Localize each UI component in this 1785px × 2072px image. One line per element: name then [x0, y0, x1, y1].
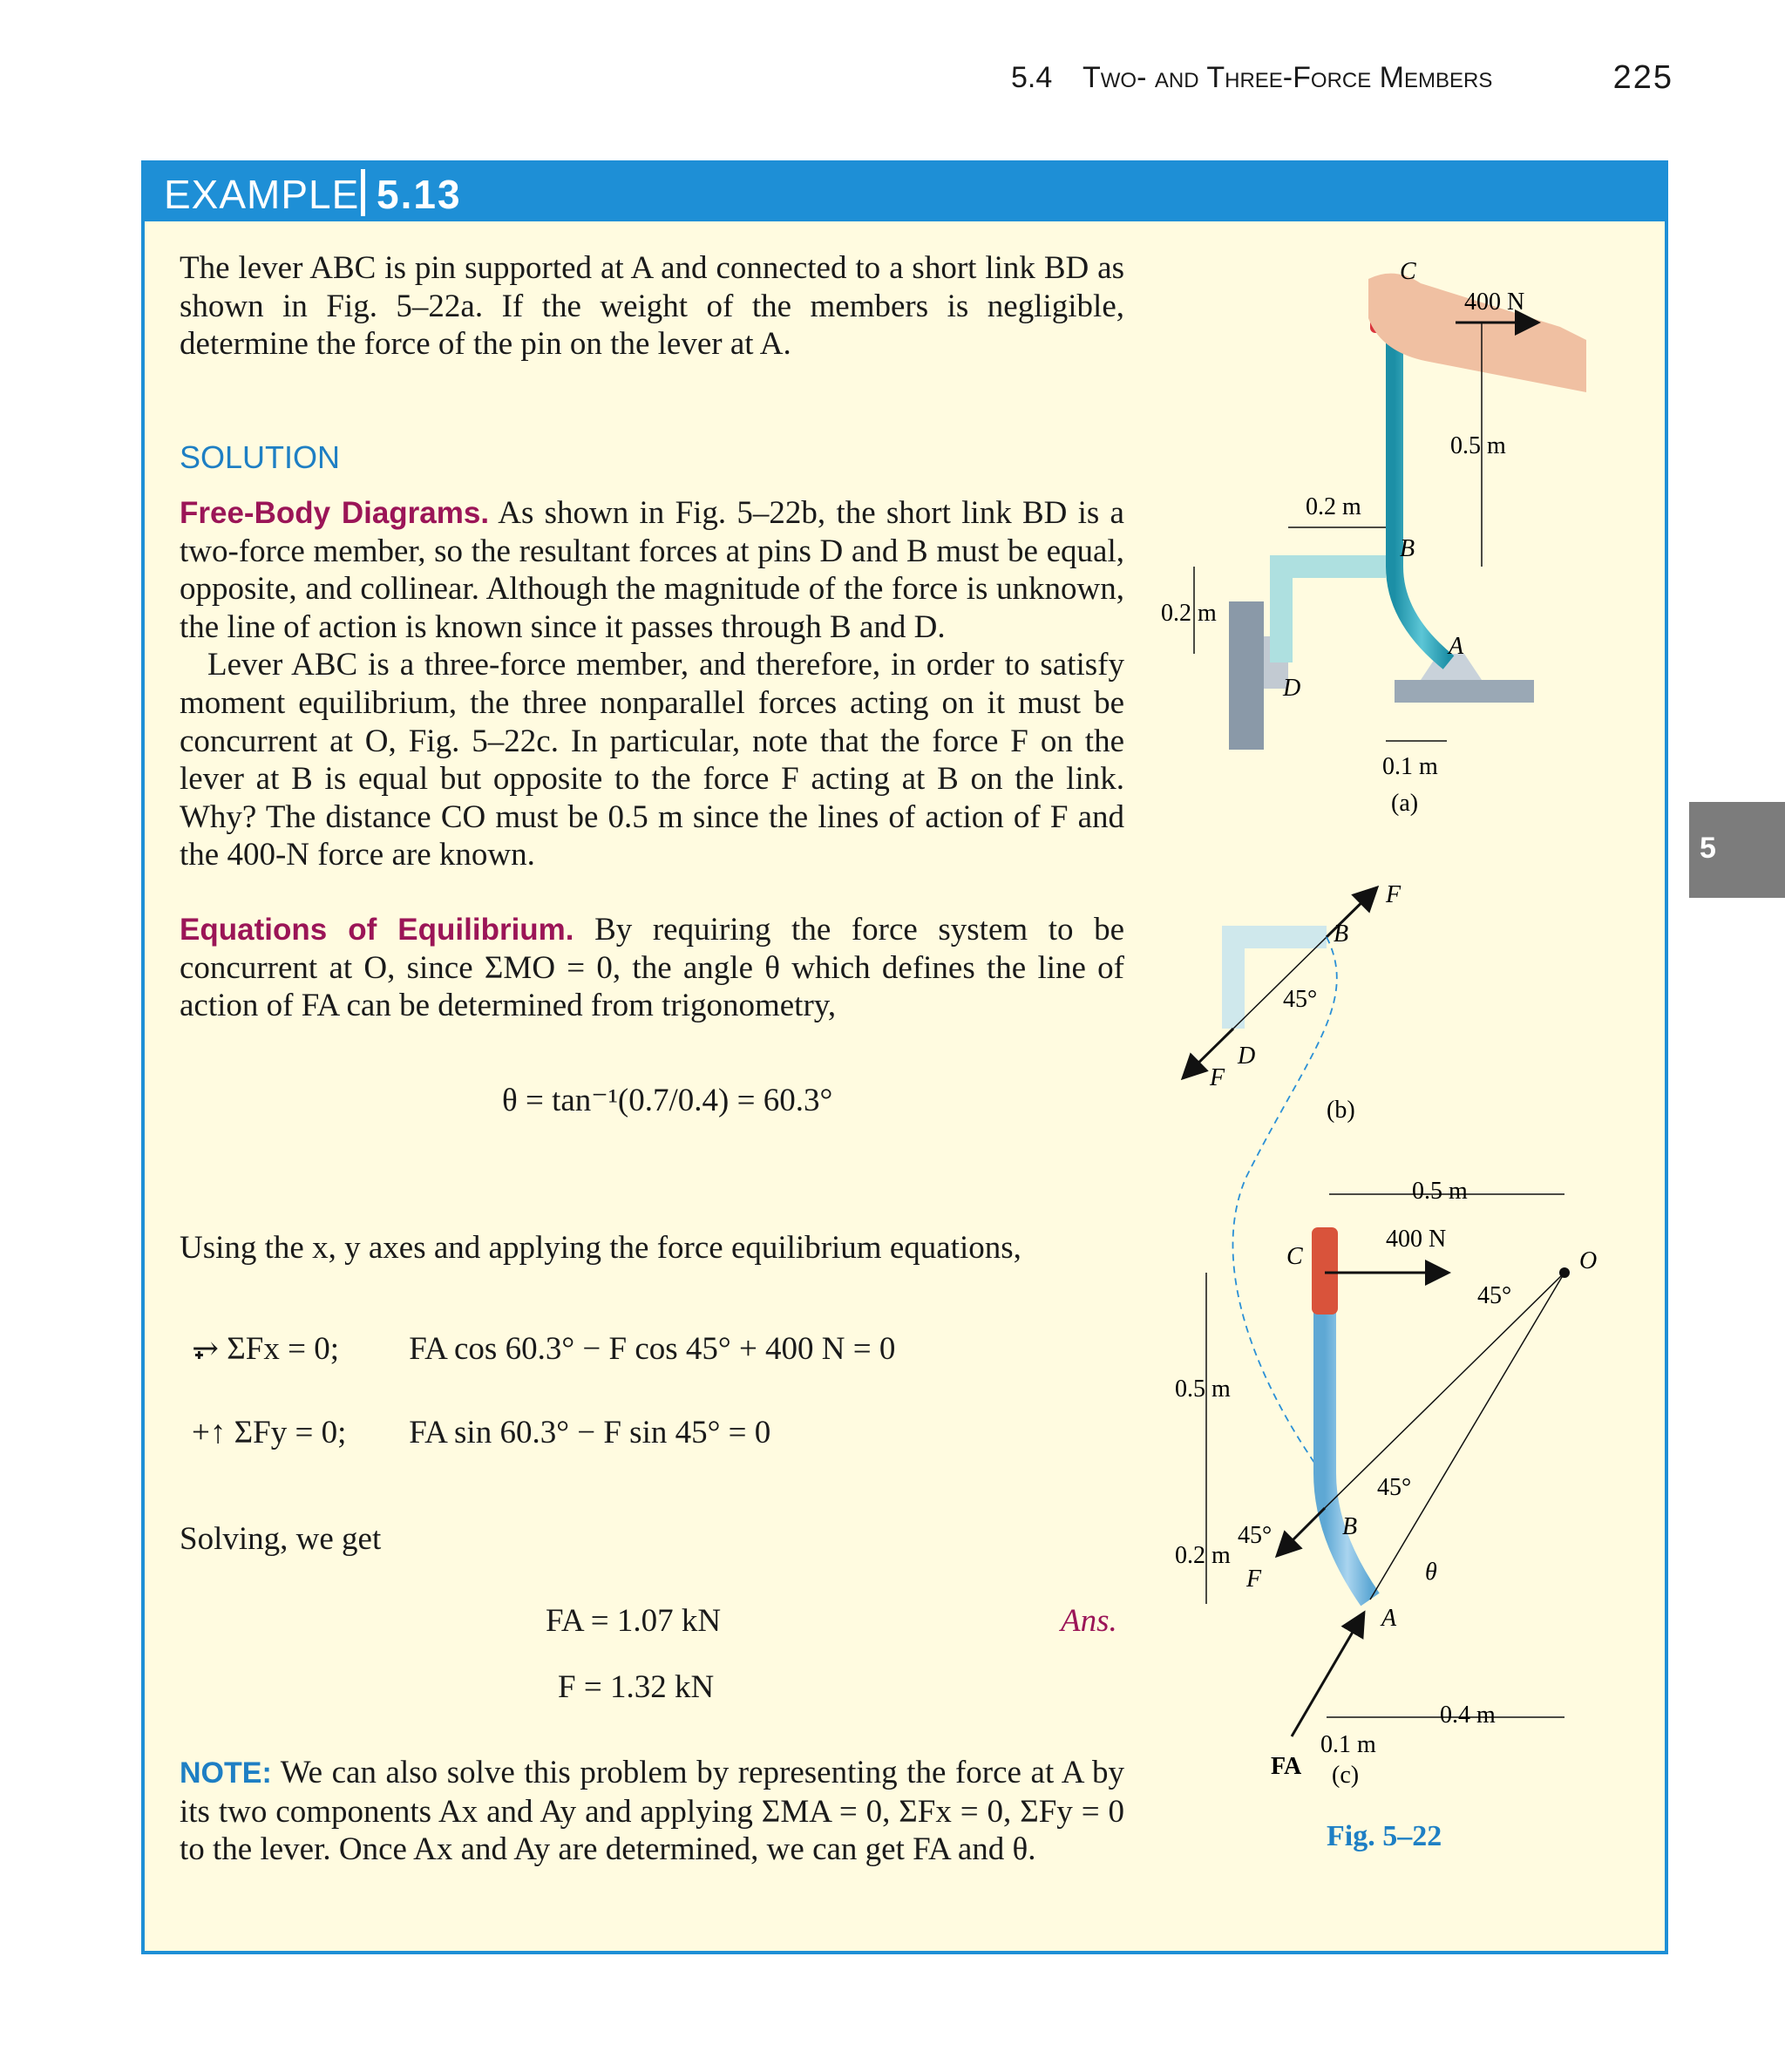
running-header [1011, 61, 1673, 105]
label-fa: FA [1271, 1753, 1302, 1780]
label-400n-c: 400 N [1386, 1226, 1447, 1253]
label-f-c: F [1246, 1566, 1262, 1593]
label-02v-a: 0.2 m [1161, 600, 1217, 627]
lever-abc [1395, 323, 1449, 662]
fbd-paragraph [180, 494, 1124, 874]
note-label: NOTE: [180, 1756, 272, 1790]
figure-a [1161, 258, 1586, 817]
solution-heading: SOLUTION [180, 439, 341, 475]
page-number: 225 [1612, 59, 1673, 96]
equation-fx [192, 1329, 895, 1368]
label-a-c: A [1381, 1605, 1397, 1632]
example-number: 5.13 [377, 172, 462, 217]
link-bd [1281, 567, 1386, 662]
label-05top: 0.5 m [1412, 1178, 1468, 1205]
equilibrium-paragraph [180, 911, 1124, 1025]
example-header [145, 164, 1665, 221]
fbd-body: As shown in Fig. 5–22b, the short link BD is a two-force member, so the resultant forces at pins D and B must be equal, opposite, and collinear. Although the magnitude of the force is unknown, the line of action is known since it passes through B and D. [180, 495, 1124, 645]
label-02-c: 0.2 m [1175, 1542, 1231, 1569]
label-b-a: B [1400, 535, 1415, 562]
label-d-a: D [1283, 675, 1301, 702]
handle-c [1312, 1227, 1338, 1315]
label-45-o: 45° [1477, 1282, 1512, 1309]
fbd-heading: Free-Body Diagrams. [180, 496, 490, 530]
label-b-c: B [1342, 1513, 1358, 1540]
line-a-to-o [1370, 1273, 1564, 1600]
example-label: EXAMPLE [164, 172, 360, 217]
axes-intro: Using the x, y axes and applying the force equilibrium equations, [180, 1230, 1021, 1266]
label-fig-a: (a) [1391, 790, 1419, 817]
label-f-b-bottom: F [1210, 1064, 1225, 1091]
ground-support [1395, 680, 1534, 703]
eq-heading: Equations of Equilibrium. [180, 913, 574, 947]
note-body: We can also solve this problem by representing the force at A by its two components Ax and Ay and applying ΣMA = 0, ΣFx = 0, ΣFy = 0 to the lever. Once Ax and Ay are determined, we can get FA and θ. [180, 1755, 1124, 1868]
note-paragraph [180, 1754, 1124, 1869]
figure-5-22 [1133, 218, 1656, 1813]
chapter-tab [1689, 802, 1785, 898]
label-05-a: 0.5 m [1450, 432, 1506, 459]
solving-text: Solving, we get [180, 1521, 382, 1557]
label-f-b-top: F [1386, 881, 1402, 908]
label-45-b: 45° [1283, 986, 1318, 1013]
label-b-b: B [1334, 921, 1349, 948]
answer-label: Ans. [1061, 1603, 1117, 1639]
equation-fy [192, 1414, 770, 1451]
label-400n-a: 400 N [1464, 289, 1525, 316]
equation-fy-body: FA sin 60.3° − F sin 45° = 0 [409, 1415, 771, 1450]
example-separator [361, 169, 365, 216]
label-c-c: C [1286, 1243, 1303, 1270]
force-f-b-bottom [1183, 1029, 1233, 1078]
label-01-c: 0.1 m [1320, 1731, 1376, 1758]
label-04: 0.4 m [1440, 1702, 1496, 1729]
label-fig-b: (b) [1327, 1097, 1355, 1124]
chapter-tab-label: 5 [1700, 832, 1716, 865]
theta-equation: θ = tan⁻¹(0.7/0.4) = 60.3° [502, 1083, 833, 1118]
section-number: 5.4 [1011, 61, 1053, 94]
label-d-b: D [1238, 1043, 1256, 1070]
fbd-body-2: Lever ABC is a three-force member, and therefore, in order to satisfy moment equilibrium, the three nonparallel forces acting on it must be concurrent at O, Fig. 5–22c. In particular, note that the force F on the lever at B is equal but opposite to the force F acting at B on the link. Why? The distance CO must be 0.5 m since the lines of action of F and the 400-N force are known. [180, 647, 1124, 873]
wall [1229, 601, 1264, 750]
figure-c [1175, 1178, 1597, 1789]
equation-fx-label: ⥅ ΣFx = 0; [192, 1331, 340, 1367]
label-05v: 0.5 m [1175, 1376, 1231, 1403]
line-b-to-o [1325, 1273, 1564, 1508]
label-45-b-c: 45° [1377, 1474, 1412, 1501]
label-01-a: 0.1 m [1382, 753, 1438, 780]
equation-fy-label: +↑ ΣFy = 0; [192, 1415, 347, 1450]
label-c-a: C [1400, 258, 1416, 285]
label-45-f-c: 45° [1238, 1522, 1273, 1549]
label-o: O [1579, 1247, 1598, 1274]
force-f-c [1277, 1508, 1325, 1556]
section-title: Two- and Three-Force Members [1083, 61, 1493, 94]
label-02h-a: 0.2 m [1306, 493, 1361, 520]
label-fig-c: (c) [1332, 1762, 1360, 1789]
problem-statement: The lever ABC is pin supported at A and connected to a short link BD as shown in Fig. 5–22a. If the weight of the members is negligible, determine the force of the pin on the lever at A. [180, 250, 1124, 363]
line-of-action-b [1233, 937, 1327, 1029]
answer-f: F = 1.32 kN [558, 1669, 715, 1705]
answer-fa: FA = 1.07 kN [546, 1603, 722, 1639]
label-a-a: A [1449, 633, 1464, 660]
figure-caption: Fig. 5–22 [1327, 1820, 1442, 1852]
label-theta: θ [1425, 1559, 1437, 1586]
equation-fx-body: FA cos 60.3° − F cos 45° + 400 N = 0 [409, 1331, 896, 1367]
eq-body: By requiring the force system to be concurrent at O, since ΣMO = 0, the angle θ which defines the line of action of FA can be determined from trigonometry, [180, 912, 1125, 1024]
